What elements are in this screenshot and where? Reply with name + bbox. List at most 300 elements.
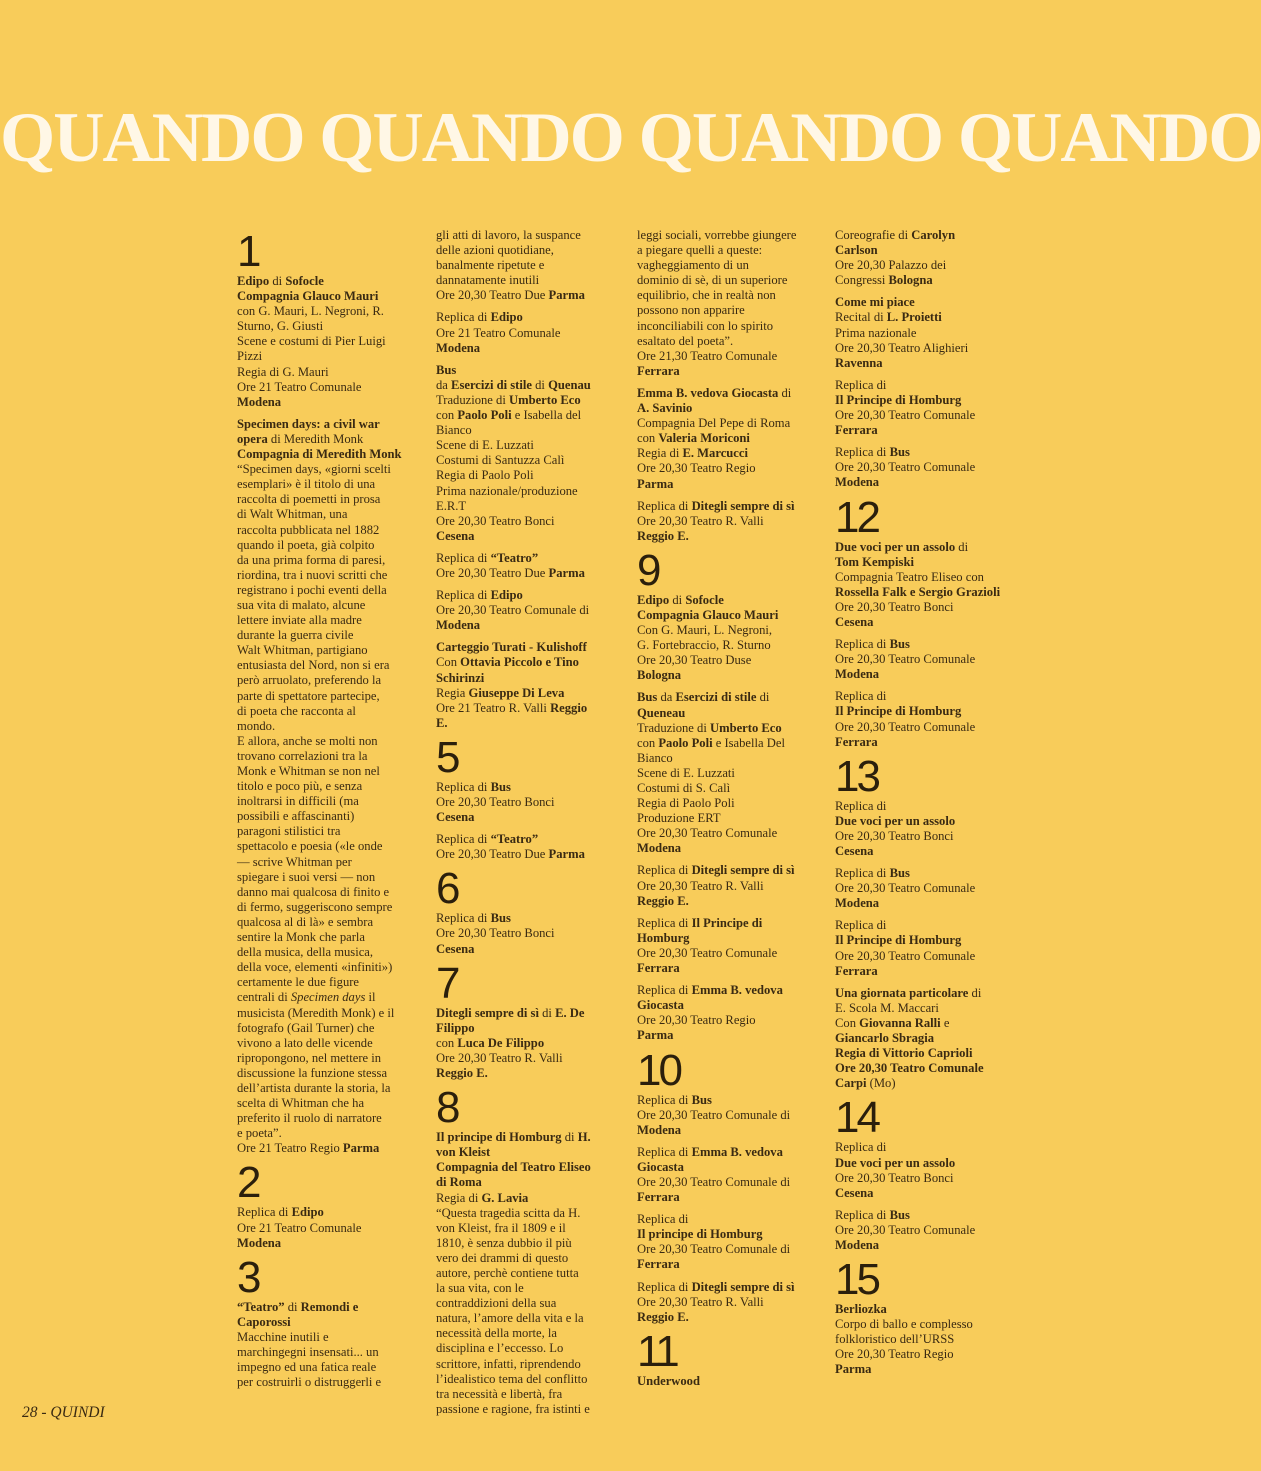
entry-line	[237, 734, 419, 749]
entry-line	[835, 1223, 1017, 1238]
entry-line	[835, 460, 1017, 475]
entry-line	[436, 273, 618, 288]
day-number: 12	[835, 492, 878, 542]
text-run: Ore 20,30 Teatro R. Valli	[637, 1294, 764, 1309]
entry-line	[637, 608, 819, 623]
entry-line	[436, 926, 618, 941]
bold-text: Reggio E.	[637, 1309, 689, 1324]
text-run: di	[561, 1130, 578, 1145]
text-run: di Meredith Monk	[267, 431, 364, 446]
event-entry	[436, 832, 618, 862]
text-run: da	[657, 690, 676, 705]
entry-line	[637, 514, 819, 529]
entry-line	[835, 1046, 1017, 1061]
text-run: Ore 20,30 Teatro Bonci	[835, 599, 954, 614]
bold-text: Filippo	[436, 1020, 475, 1035]
entry-line	[835, 637, 1017, 652]
text-run: Regia di	[436, 1190, 482, 1205]
text-run: però arruolato, preferendo la	[237, 673, 382, 688]
bold-text: Cesena	[436, 810, 475, 825]
bold-text: Il Principe di Homburg	[835, 933, 962, 948]
bold-text: Cesena	[436, 528, 475, 543]
text-run: Replica di	[835, 689, 887, 704]
entry-line	[637, 1280, 819, 1295]
bold-text: Parma	[342, 1141, 380, 1156]
entry-line	[436, 514, 618, 529]
bold-text: Compagnia Glauco Mauri	[637, 607, 779, 622]
bold-text: Due voci per un assolo	[835, 539, 956, 554]
entry-line	[637, 431, 819, 446]
entry-line	[237, 673, 419, 688]
entry-line	[237, 583, 419, 598]
bold-text: Modena	[637, 841, 682, 856]
text-run: scrittore, infatti, riprendendo	[436, 1356, 581, 1371]
bold-text: Carlson	[835, 243, 878, 258]
bold-text: Una giornata particolare	[835, 985, 969, 1000]
entry-line	[835, 986, 1017, 1001]
text-run: la sua vita, con le	[436, 1281, 524, 1296]
entry-line	[436, 911, 618, 926]
bold-text: Emma B. vedova Giocasta	[637, 385, 779, 400]
text-run: qualcosa al di là» e sembra	[237, 914, 374, 929]
text-run: Ore 20,30 Teatro R. Valli	[436, 1050, 563, 1065]
entry-line	[237, 462, 419, 477]
entry-line	[237, 1021, 419, 1036]
text-run: disciplina e l’eccesso. Lo	[436, 1341, 564, 1356]
entry-line	[637, 593, 819, 608]
entry-line	[237, 1051, 419, 1066]
entry-line	[637, 1295, 819, 1310]
text-run: Scene di E. Luzzati	[436, 438, 534, 453]
entry-line	[237, 719, 419, 734]
day-number: 13	[835, 751, 878, 801]
entry-line	[637, 916, 819, 931]
entry-line	[835, 570, 1017, 585]
text-run: E allora, anche se molti non	[237, 733, 378, 748]
event-entry	[436, 911, 618, 956]
event-entry	[835, 689, 1017, 749]
text-run: di	[778, 385, 792, 400]
event-entry	[835, 1208, 1017, 1253]
entry-line	[436, 1066, 618, 1081]
entry-line	[835, 1171, 1017, 1186]
bold-text: G. Lavia	[481, 1190, 529, 1205]
entry-line	[436, 1145, 618, 1160]
entry-line	[237, 945, 419, 960]
text-run: quando il poeta, già colpito	[237, 537, 375, 552]
event-entry	[637, 1212, 819, 1272]
bold-text: Giocasta	[637, 998, 684, 1013]
bold-text: Parma	[835, 1362, 872, 1377]
entry-line	[637, 1160, 819, 1175]
entry-line	[436, 529, 618, 544]
bold-text: E. De	[555, 1005, 585, 1020]
entry-line	[835, 1016, 1017, 1031]
text-run: Ore 20,30 Teatro Comunale	[835, 460, 976, 475]
bold-text: Ditegli sempre di sì	[436, 1005, 539, 1020]
text-run: Ore 21 Teatro Comunale	[436, 325, 561, 340]
event-entry	[835, 637, 1017, 682]
text-run: Macchine inutili e	[237, 1329, 329, 1344]
text-run: danno mai qualcosa di finito e	[237, 884, 390, 899]
bold-text: Due voci per un assolo	[835, 813, 956, 828]
entry-line	[835, 228, 1017, 243]
text-run: Costumi di S. Calì	[637, 781, 731, 795]
text-run: Replica di	[637, 1144, 692, 1159]
bold-text: Tom Kempiski	[835, 554, 914, 569]
entry-line	[637, 653, 819, 668]
text-run: Recital di	[835, 310, 887, 325]
bold-text: Bus	[889, 866, 910, 881]
bold-text: Bus	[889, 445, 910, 460]
entry-line	[436, 1036, 618, 1051]
bold-text: Compagnia di Meredith Monk	[237, 447, 402, 462]
entry-line	[436, 847, 618, 862]
text-run: 1810, è senza dubbio il più	[436, 1235, 572, 1250]
bold-text: Ferrara	[835, 423, 878, 438]
text-run: Ore 20,30 Palazzo dei	[835, 258, 947, 273]
bold-text: Emma B. vedova	[691, 1144, 783, 1159]
day-number: 5	[436, 732, 458, 782]
text-run: raccolta pubblicata nel 1882	[237, 522, 380, 537]
entry-line	[237, 289, 419, 304]
event-entry	[637, 916, 819, 976]
listing-column-4	[835, 228, 1017, 1385]
entry-line	[436, 499, 618, 514]
entry-line	[637, 349, 819, 364]
text-run: Compagnia Del Pepe di Roma	[637, 416, 791, 431]
entry-line	[237, 704, 419, 719]
text-run: inoltrarsi in difficili (ma	[237, 794, 359, 809]
bold-text: Bologna	[888, 273, 933, 288]
text-run: di	[968, 985, 982, 1000]
entry-line	[436, 1326, 618, 1341]
bold-text: L. Proietti	[886, 310, 942, 325]
text-run: con	[637, 431, 659, 446]
entry-line	[436, 701, 618, 716]
text-run: Bianco	[436, 423, 472, 438]
entry-line	[637, 1242, 819, 1257]
entry-line	[237, 1006, 419, 1021]
event-entry	[436, 1006, 618, 1081]
italic-text: Specimen days	[290, 990, 366, 1005]
text-run: sua vita di malato, alcune	[237, 597, 366, 612]
bold-text: Reggio E.	[637, 893, 689, 908]
text-run: Con G. Mauri, L. Negroni,	[637, 623, 773, 638]
text-run: Corpo di ballo e complesso	[835, 1317, 973, 1332]
text-run: Ore 21 Teatro Comunale	[237, 1220, 362, 1235]
bold-text: Parma	[548, 288, 585, 303]
entry-line	[835, 585, 1017, 600]
bold-text: Modena	[637, 1122, 682, 1137]
entry-line	[436, 1175, 618, 1190]
entry-line	[237, 1036, 419, 1051]
text-run: Coreografie di	[835, 228, 912, 242]
event-entry	[637, 593, 819, 684]
entry-line	[637, 706, 819, 721]
entry-line	[835, 799, 1017, 814]
text-run: Ore 20,30 Teatro Comunale	[835, 408, 976, 423]
entry-line	[436, 810, 618, 825]
entry-line	[436, 1296, 618, 1311]
text-run: von Kleist, fra il 1809 e il	[436, 1220, 566, 1235]
entry-line	[637, 863, 819, 878]
entry-line	[835, 378, 1017, 393]
bold-text: Esercizi di stile	[451, 377, 532, 392]
entry-line	[835, 243, 1017, 258]
text-run: Compagnia Teatro Eliseo con	[835, 569, 984, 584]
text-run: Ore 20,30 Teatro Regio	[637, 461, 756, 476]
entry-line	[637, 931, 819, 946]
entry-line	[237, 613, 419, 628]
text-run: riordina, tra i nuovi scritti che	[237, 567, 388, 582]
text-run: l’idealistico tema del conflitto	[436, 1371, 588, 1386]
entry-line	[835, 600, 1017, 615]
bold-text: Carolyn	[911, 228, 956, 242]
text-run: — scrive Whitman per	[237, 854, 352, 869]
entry-line	[237, 538, 419, 553]
day-number: 2	[237, 1158, 259, 1208]
text-run: Ore 20,30 Teatro Comunale	[637, 826, 778, 841]
entry-line	[436, 795, 618, 810]
text-run: di	[538, 1005, 556, 1020]
text-run: dominio di sè, di un superiore	[637, 273, 788, 288]
text-run: Ore 20,30 Teatro Comunale	[835, 719, 976, 734]
entry-line	[637, 461, 819, 476]
bold-text: Ore 20,30 Teatro Comunale	[835, 1061, 984, 1076]
text-run: (Mo)	[866, 1076, 896, 1091]
text-run: banalmente ripetute e	[436, 258, 545, 273]
entry-line	[835, 445, 1017, 460]
bold-text: Bus	[490, 779, 511, 794]
entry-line	[436, 1236, 618, 1251]
entry-line	[237, 900, 419, 915]
bold-text: E. Marcucci	[682, 446, 748, 461]
bold-text: Modena	[835, 896, 880, 911]
entry-line	[637, 303, 819, 318]
entry-line	[237, 507, 419, 522]
entry-line	[835, 704, 1017, 719]
text-run: scelta di Whitman che ha	[237, 1096, 365, 1111]
entry-line	[637, 499, 819, 514]
entry-line	[237, 779, 419, 794]
text-run: ripropongono, nel mettere in	[237, 1050, 382, 1065]
text-run: Ore 21 Teatro Comunale	[237, 379, 362, 394]
text-run: spettacolo e poesia («le onde	[237, 839, 383, 854]
text-run: di poeta che racconta al	[237, 703, 356, 718]
entry-line	[637, 319, 819, 334]
entry-line	[436, 1402, 618, 1417]
bold-text: di Roma	[436, 1175, 482, 1190]
text-run: G. Fortebraccio, R. Sturno	[637, 638, 771, 653]
bold-text: Underwood	[637, 1373, 700, 1388]
entry-line	[436, 258, 618, 273]
entry-line	[436, 484, 618, 499]
entry-line	[637, 766, 819, 781]
event-entry	[637, 1145, 819, 1205]
entry-line	[436, 716, 618, 731]
entry-line	[237, 975, 419, 990]
entry-line	[637, 258, 819, 273]
listing-column-1	[237, 228, 419, 1397]
bold-text: Cesena	[835, 614, 874, 629]
event-entry	[637, 499, 819, 544]
bold-text: Bus	[889, 1207, 910, 1222]
entry-line	[835, 933, 1017, 948]
bold-text: Ravenna	[835, 355, 883, 370]
text-run: Ore 20,30 Teatro Regio	[835, 1347, 954, 1362]
bold-text: Compagnia Glauco Mauri	[237, 289, 379, 304]
text-run: natura, l’amore della vita e la	[436, 1311, 584, 1326]
entry-line	[436, 1372, 618, 1387]
listing-column-2	[436, 228, 618, 1424]
entry-line	[436, 378, 618, 393]
bold-text: Reggio	[550, 700, 588, 715]
entry-line	[436, 1387, 618, 1402]
bold-text: E.	[436, 715, 448, 730]
text-run: gli atti di lavoro, la suspance	[436, 228, 581, 242]
entry-line	[436, 1266, 618, 1281]
text-run: Pizzi	[237, 349, 263, 364]
entry-line	[637, 721, 819, 736]
bold-text: Parma	[548, 565, 585, 580]
entry-line	[436, 588, 618, 603]
entry-line	[835, 1001, 1017, 1016]
bold-text: Giocasta	[637, 1159, 684, 1174]
text-run: Ore 20,30 Teatro Alighieri	[835, 340, 969, 355]
entry-line	[637, 1175, 819, 1190]
bold-text: Modena	[835, 1237, 880, 1252]
entry-line	[835, 356, 1017, 371]
event-entry	[237, 1300, 419, 1391]
entry-line	[237, 304, 419, 319]
entry-line	[436, 423, 618, 438]
text-run: inconciliabili con lo spirito	[637, 318, 774, 333]
entry-line	[237, 553, 419, 568]
entry-line	[237, 643, 419, 658]
bold-text: von Kleist	[436, 1145, 491, 1160]
text-run: Ore 20,30 Teatro Bonci	[436, 926, 555, 941]
day-number: 15	[835, 1255, 878, 1305]
entry-line	[835, 896, 1017, 911]
text-run: Ore 20,30 Teatro Comunale di	[637, 1107, 791, 1122]
entry-line	[237, 432, 419, 447]
entry-line	[436, 468, 618, 483]
text-run: preferito il ruolo di narratore	[237, 1111, 382, 1126]
entry-line	[436, 1357, 618, 1372]
bold-text: Edipo	[637, 592, 670, 607]
entry-line	[835, 1332, 1017, 1347]
day-number: 7	[436, 958, 458, 1008]
text-run: parte di spettatore partecipe,	[237, 688, 380, 703]
page-headline: QUANDO QUANDO QUANDO QUANDO	[0, 99, 1261, 177]
bold-text: Ditegli sempre di sì	[691, 498, 795, 513]
bold-text: Cesena	[436, 941, 475, 956]
bold-text: Come mi piace	[835, 295, 915, 310]
entry-line	[436, 1160, 618, 1175]
text-run: marchingegni insensati... un	[237, 1345, 379, 1359]
entry-line	[436, 228, 618, 243]
bold-text: Umberto Eco	[710, 720, 782, 735]
day-number: 10	[637, 1045, 680, 1095]
text-run: Replica di	[835, 1207, 890, 1222]
bold-text: Paolo Poli	[457, 408, 512, 423]
text-run: lettere inviate alla madre	[237, 613, 362, 628]
entry-line	[237, 658, 419, 673]
bold-text: Edipo	[490, 310, 523, 325]
entry-line	[436, 363, 618, 378]
entry-line	[835, 341, 1017, 356]
entry-line	[237, 749, 419, 764]
text-run: Ore 20,30 Teatro Comunale	[835, 1222, 976, 1237]
bold-text: Modena	[436, 618, 481, 633]
text-run: titolo e poco più, e senza	[237, 779, 363, 794]
text-run: di	[756, 690, 770, 705]
entry-line	[237, 334, 419, 349]
text-run: Sturno, G. Giusti	[237, 319, 324, 334]
entry-line	[835, 844, 1017, 859]
event-entry	[637, 863, 819, 908]
text-run: Ore 20,30 Teatro Regio	[637, 1013, 756, 1028]
bold-text: Homburg	[637, 930, 690, 945]
entry-line	[835, 326, 1017, 341]
entry-line	[436, 408, 618, 423]
text-run: Regia di G. Mauri	[237, 364, 329, 379]
text-run: Ore 20,30 Teatro Comunale	[835, 948, 976, 963]
entry-line	[237, 492, 419, 507]
text-run: dell’artista durante la storia, la	[237, 1080, 391, 1095]
entry-line	[835, 866, 1017, 881]
entry-line	[237, 319, 419, 334]
day-number: 11	[637, 1326, 677, 1376]
entry-line	[436, 1130, 618, 1145]
entry-line	[637, 334, 819, 349]
text-run: della musica, della musica,	[237, 945, 374, 960]
bold-text: Modena	[835, 475, 880, 490]
text-run: Ore 20,30 Teatro Due	[436, 288, 549, 303]
entry-line	[237, 274, 419, 289]
text-run: Ore 20,30 Teatro Bonci	[436, 795, 555, 809]
entry-line	[637, 811, 819, 826]
text-run: Replica di	[835, 377, 887, 392]
entry-line	[237, 1111, 419, 1126]
text-run: Replica di	[835, 637, 890, 652]
text-run: mondo.	[237, 718, 276, 733]
bold-text: Ferrara	[637, 961, 680, 976]
event-entry	[436, 1130, 618, 1417]
text-run: Prima nazionale	[835, 325, 917, 340]
bold-text: Il principe di Homburg	[436, 1130, 562, 1145]
text-run: per costruirli o distruggerli e	[237, 1375, 382, 1390]
text-run: Ore 20,30 Teatro Comunale	[835, 881, 976, 896]
bold-text: opera	[237, 431, 268, 446]
entry-line	[436, 1051, 618, 1066]
event-entry	[835, 228, 1017, 288]
entry-line	[835, 408, 1017, 423]
entry-line	[436, 453, 618, 468]
bold-text: Quenau	[548, 377, 591, 392]
bold-text: A. Savinio	[637, 401, 693, 416]
bold-text: Rossella Falk e Sergio Grazioli	[835, 584, 1001, 599]
text-run: sentire la Monk che parla	[237, 930, 365, 945]
text-run: esemplari» è il titolo di una	[237, 477, 376, 492]
entry-line	[436, 655, 618, 670]
text-run: registrano i pochi eventi della	[237, 582, 387, 597]
text-run: Con	[436, 655, 461, 670]
bold-text: Il Principe di Homburg	[835, 392, 962, 407]
text-run: E. Scola M. Maccari	[835, 1000, 939, 1015]
bold-text: Sofocle	[685, 592, 724, 607]
